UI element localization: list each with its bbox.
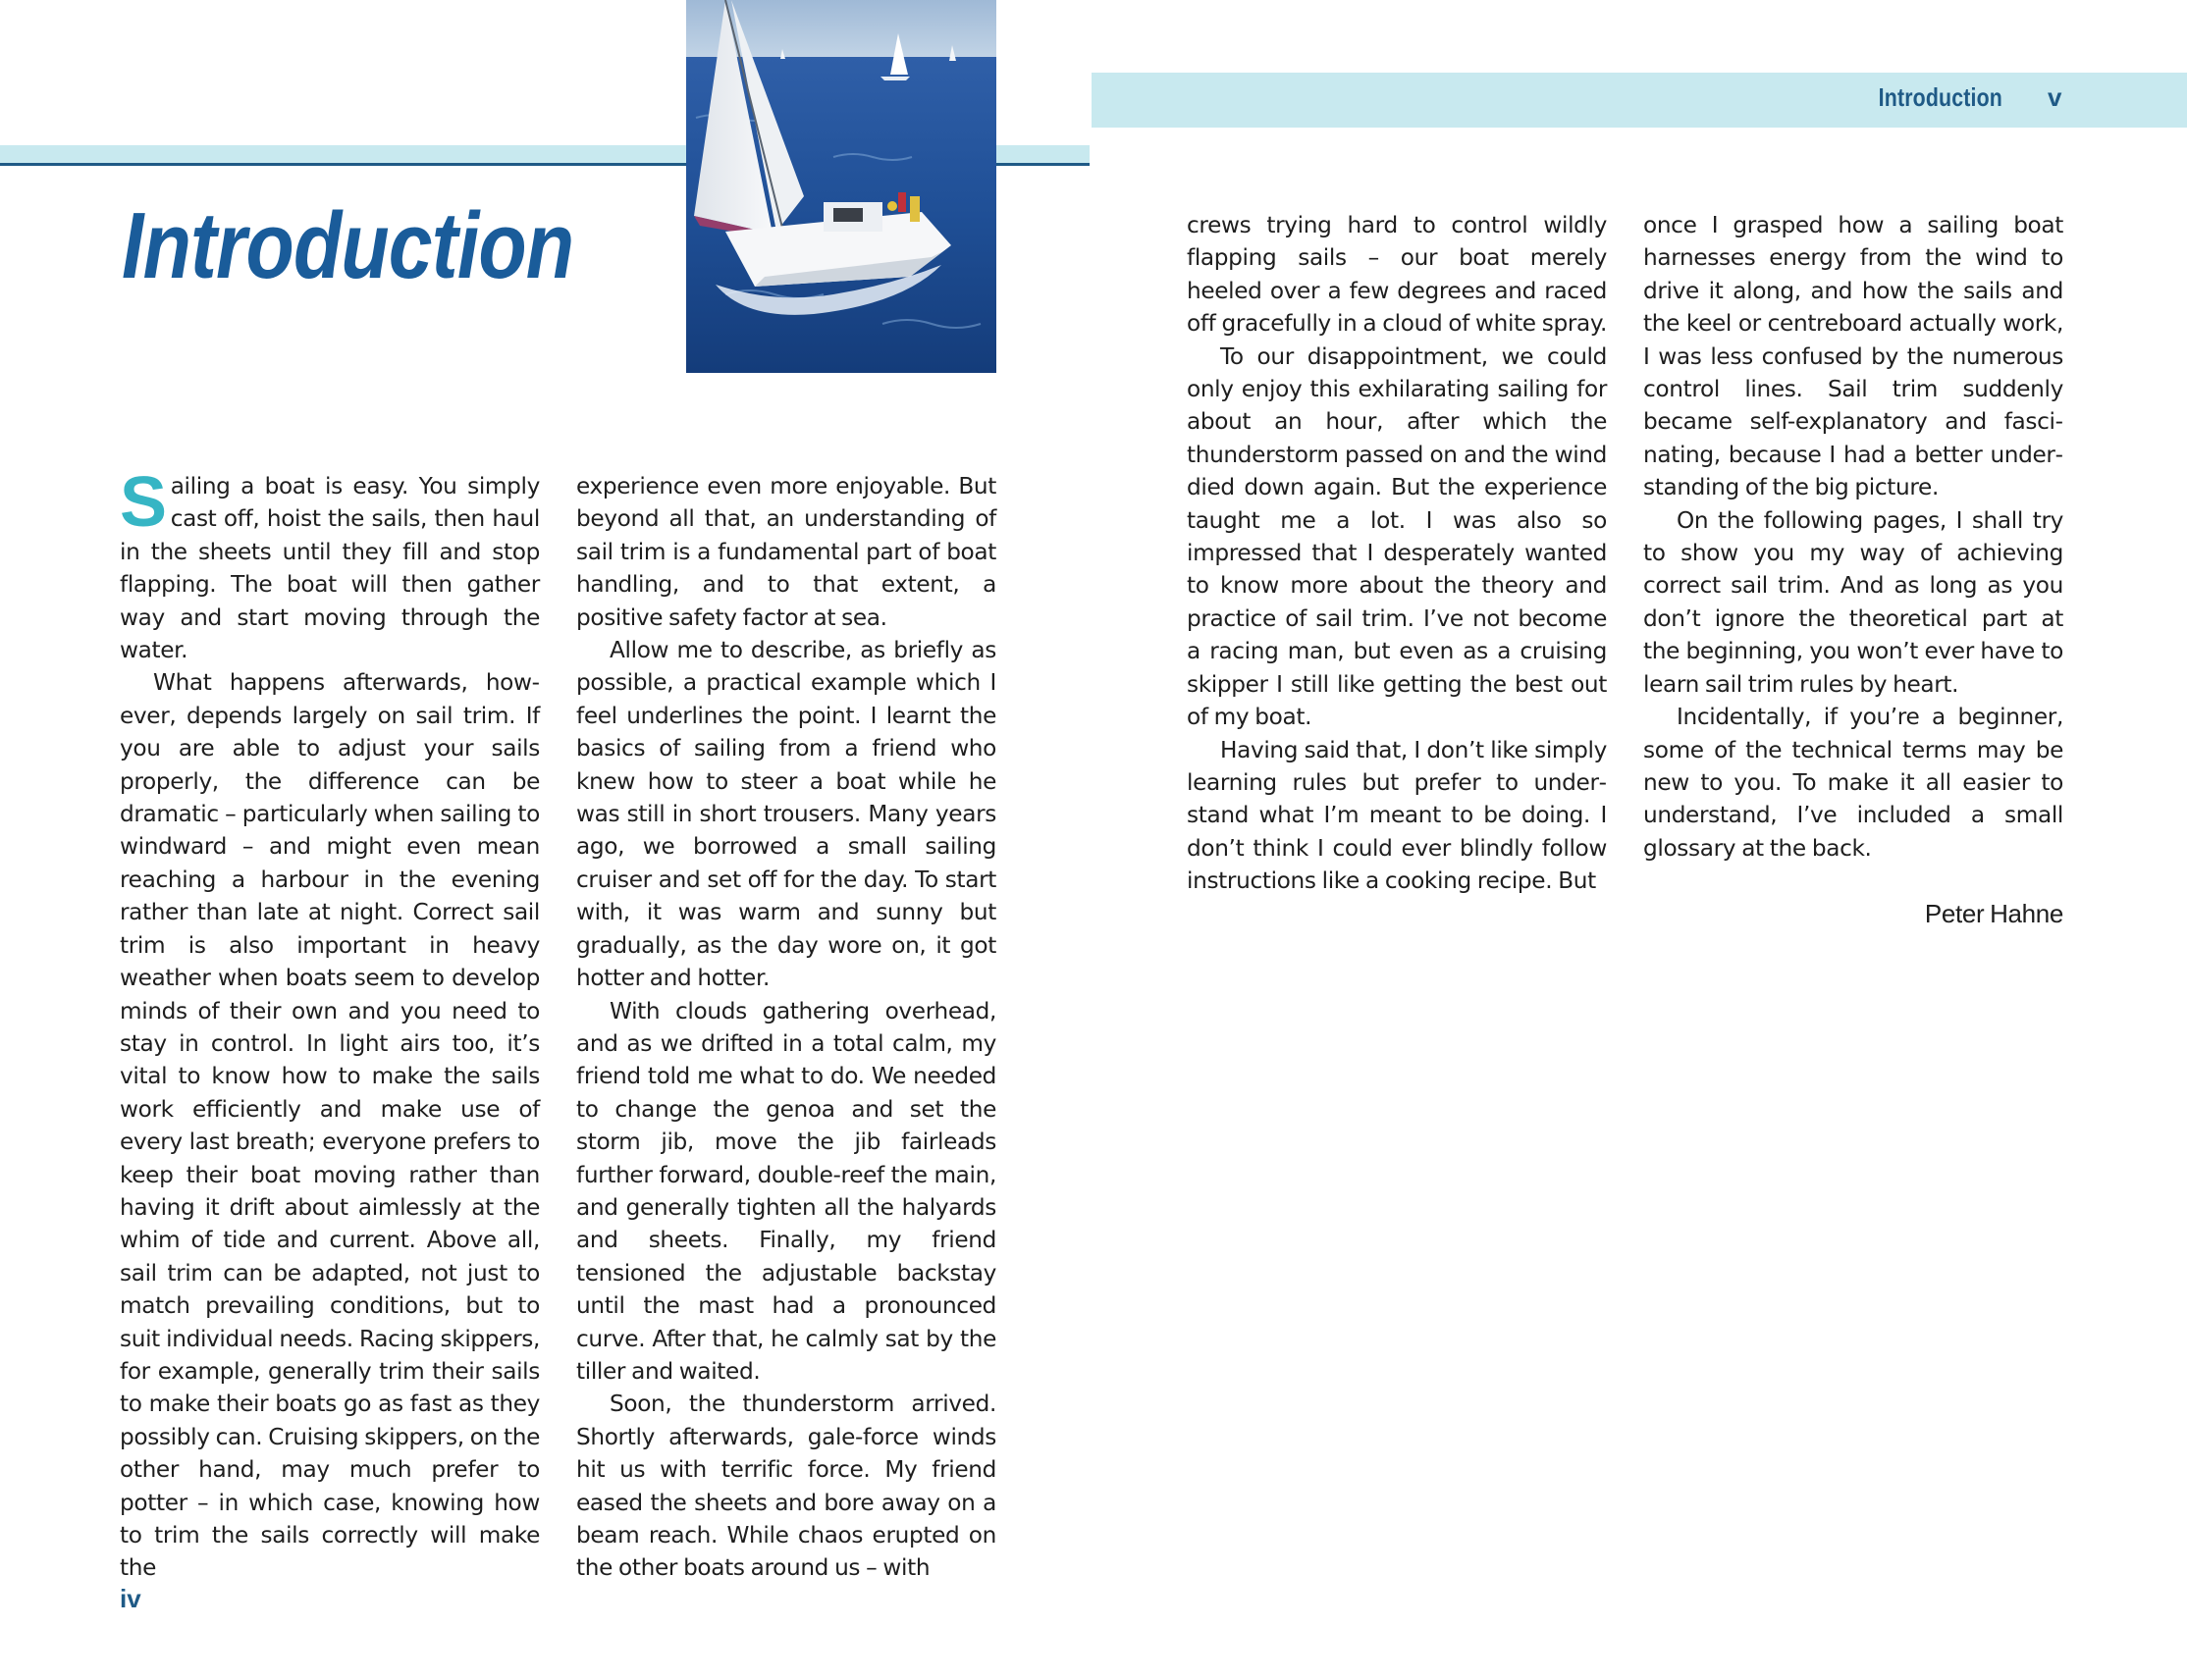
paragraph: experience even more enjoyable. But beyond all that, an understanding of sail trim is a fundamental part of boat handling, and to that extent, a positive safety factor at sea.	[576, 473, 996, 631]
sailing-boat-photo	[686, 0, 996, 373]
left-page-number: iv	[120, 1584, 141, 1613]
paragraph: crews trying hard to control wildly flapping sails – our boat merely heeled over a few degrees and raced off gracefully in a cloud of white spray.	[1187, 212, 1607, 338]
paragraph: Soon, the thunderstorm arrived. Shortly afterwards, gale-force winds hit us with terrific force. My friend eased the sheets and bore away on a beam reach. While chaos erupted on the other boats around us – with	[576, 1391, 996, 1582]
paragraph: Having said that, I don’t like simply learning rules but prefer to understand what I’m meant to be doing. I don’t think I could ever blindly follow instructions like a cooking recipe. But	[1187, 736, 1607, 895]
author-signature: Peter Hahne	[1924, 899, 2063, 929]
running-page-number: v	[2048, 82, 2062, 112]
text-column-3	[1187, 209, 1607, 898]
paragraph: With clouds gathering overhead, and as we drifted in a total calm, my friend told me what to do. We needed to change the genoa and set the storm jib, move the jib fairleads further forward, double-reef the main, and generally tighten all the halyards and sheets. Finally, my friend tensioned the adjustable backstay until the mast had a pronounced curve. After that, he calmly sat by the tiller and waited.	[576, 997, 996, 1385]
text-column-1	[120, 463, 540, 1585]
paragraph: Allow me to describe, as briefly as possible, a practical example which I feel underlines the point. I learnt the basics of sailing from a friend who knew how to steer a boat while he was still in short trousers. Many years ago, we borrowed a small sailing cruiser and set off for the day. To start with, it was warm and sunny but gradually, as the day wore on, it got hotter and hotter.	[576, 637, 996, 992]
header-band-right	[1092, 73, 2187, 128]
paragraph: On the following pages, I shall try to show you my way of achieving correct sail trim. And as long as you don’t ignore the theoretical part at the beginning, you won’t ever have to learn sail trim rules by heart.	[1643, 506, 2063, 698]
paragraph-text: ailing a boat is easy. You simply cast off, hoist the sails, then haul in the sheets until they fill and stop flapping. The boat will then gather way and start moving through the water.	[120, 473, 540, 664]
paragraph: To our disappointment, we could only enjoy this exhilarating sailing for about an hour, after which the thunderstorm passed on and the wind died down again. But the experience taught me a lot. I was also so impressed that I desperately wanted to know more about the theory and practice of sail trim. I’ve not become a racing man, but even as a cruising skipper I still like getting the best out of my boat.	[1187, 342, 1607, 731]
drop-cap: S	[120, 463, 167, 542]
paragraph: once I grasped how a sailing boat harnesses energy from the wind to drive it along, and how the sails and the keel or centreboard actually work, I was less confused by the numerous control lines. Sail trim suddenly became self-explanatory and fascinating, because I had a better understanding of the big picture.	[1643, 212, 2063, 501]
chapter-title: Introduction	[122, 193, 574, 298]
paragraph	[120, 463, 540, 666]
text-column-2	[576, 470, 996, 1585]
text-column-4	[1643, 209, 2063, 931]
paragraph: Incidentally, if you’re a beginner, some of the technical terms may be new to you. To make it all easier to understand, I’ve included a small glossary at the back.	[1643, 704, 2063, 862]
running-title: Introduction	[1878, 82, 2002, 112]
paragraph: What happens afterwards, however, depends largely on sail trim. If you are able to adjust your sails properly, the difference can be dramatic – particularly when sailing to windward – and might even mean reaching a harbour in the evening rather than late at night. Correct sail trim is also important in heavy weather when boats seem to develop minds of their own and you need to stay in control. In light airs too, it’s vital to know how to make the sails work efficiently and make use of every last breath; everyone prefers to keep their boat moving rather than having it drift about aimlessly at the whim of tide and current. Above all, sail trim can be adapted, not just to match prevailing conditions, but to suit individual needs. Racing skippers, for example, generally trim their sails to make their boats go as fast as they possibly can. Cruising skippers, on the other hand, may much prefer to potter – in which case, knowing how to trim the sails correctly will make the	[120, 669, 540, 1582]
